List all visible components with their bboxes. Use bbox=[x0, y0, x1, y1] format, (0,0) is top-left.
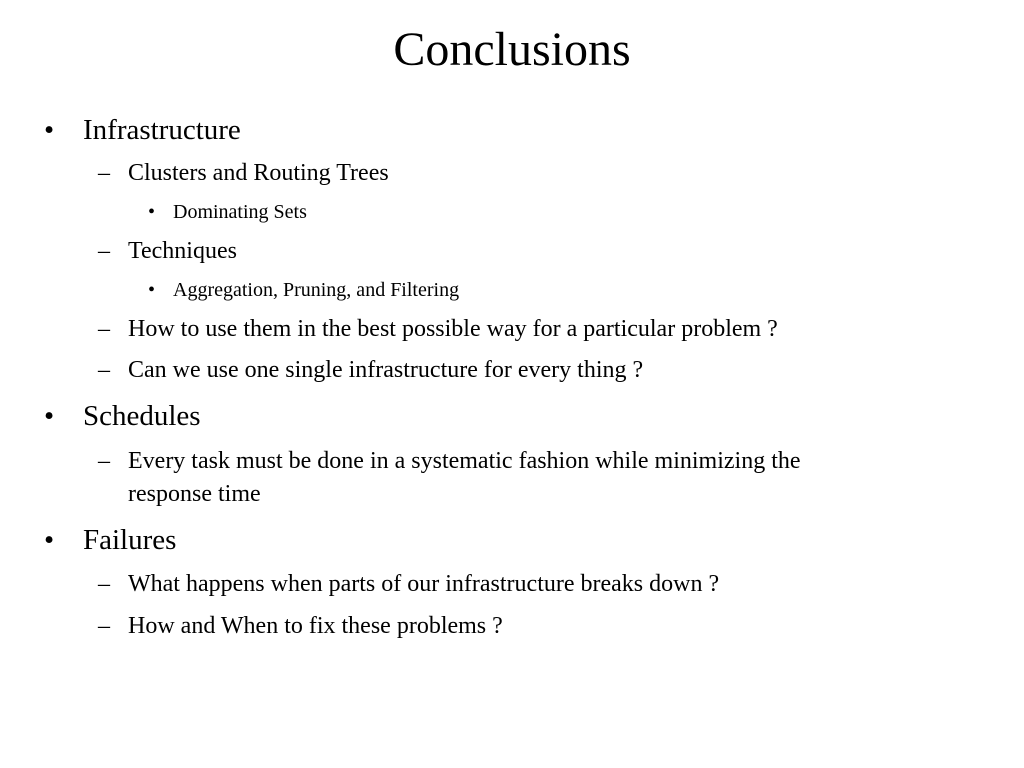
sub-bullet-text: Can we use one single infrastructure for every thing ? bbox=[128, 357, 644, 383]
bullet-marker: • bbox=[148, 279, 156, 301]
sub-bullet-text: Every task must be done in a systematic fashion while minimizing the bbox=[128, 448, 801, 474]
sub-bullet-text: How to use them in the best possible way for a particular problem ? bbox=[128, 316, 778, 342]
bullet-marker: • bbox=[44, 524, 55, 556]
bullet-marker: • bbox=[44, 114, 55, 146]
sub-bullet-text: response time bbox=[128, 481, 261, 507]
slide-title: Conclusions bbox=[393, 23, 631, 76]
sub-sub-bullet-text: Aggregation, Pruning, and Filtering bbox=[173, 279, 460, 301]
dash-marker: – bbox=[98, 571, 110, 597]
dash-marker: – bbox=[98, 238, 110, 264]
sub-bullet-text: Techniques bbox=[128, 238, 237, 264]
bullet-text: Failures bbox=[83, 524, 177, 556]
bullet-marker: • bbox=[44, 400, 55, 432]
bullet-marker: • bbox=[148, 201, 156, 223]
dash-marker: – bbox=[98, 448, 110, 474]
dash-marker: – bbox=[98, 613, 110, 639]
bullet-text: Schedules bbox=[83, 400, 201, 432]
dash-marker: – bbox=[98, 357, 110, 383]
dash-marker: – bbox=[98, 316, 110, 342]
bullet-text: Infrastructure bbox=[83, 114, 241, 146]
dash-marker: – bbox=[98, 160, 110, 186]
sub-bullet-text: What happens when parts of our infrastructure breaks down ? bbox=[128, 571, 720, 597]
sub-sub-bullet-text: Dominating Sets bbox=[173, 201, 307, 223]
sub-bullet-text: How and When to fix these problems ? bbox=[128, 613, 503, 639]
sub-bullet-text: Clusters and Routing Trees bbox=[128, 160, 389, 186]
